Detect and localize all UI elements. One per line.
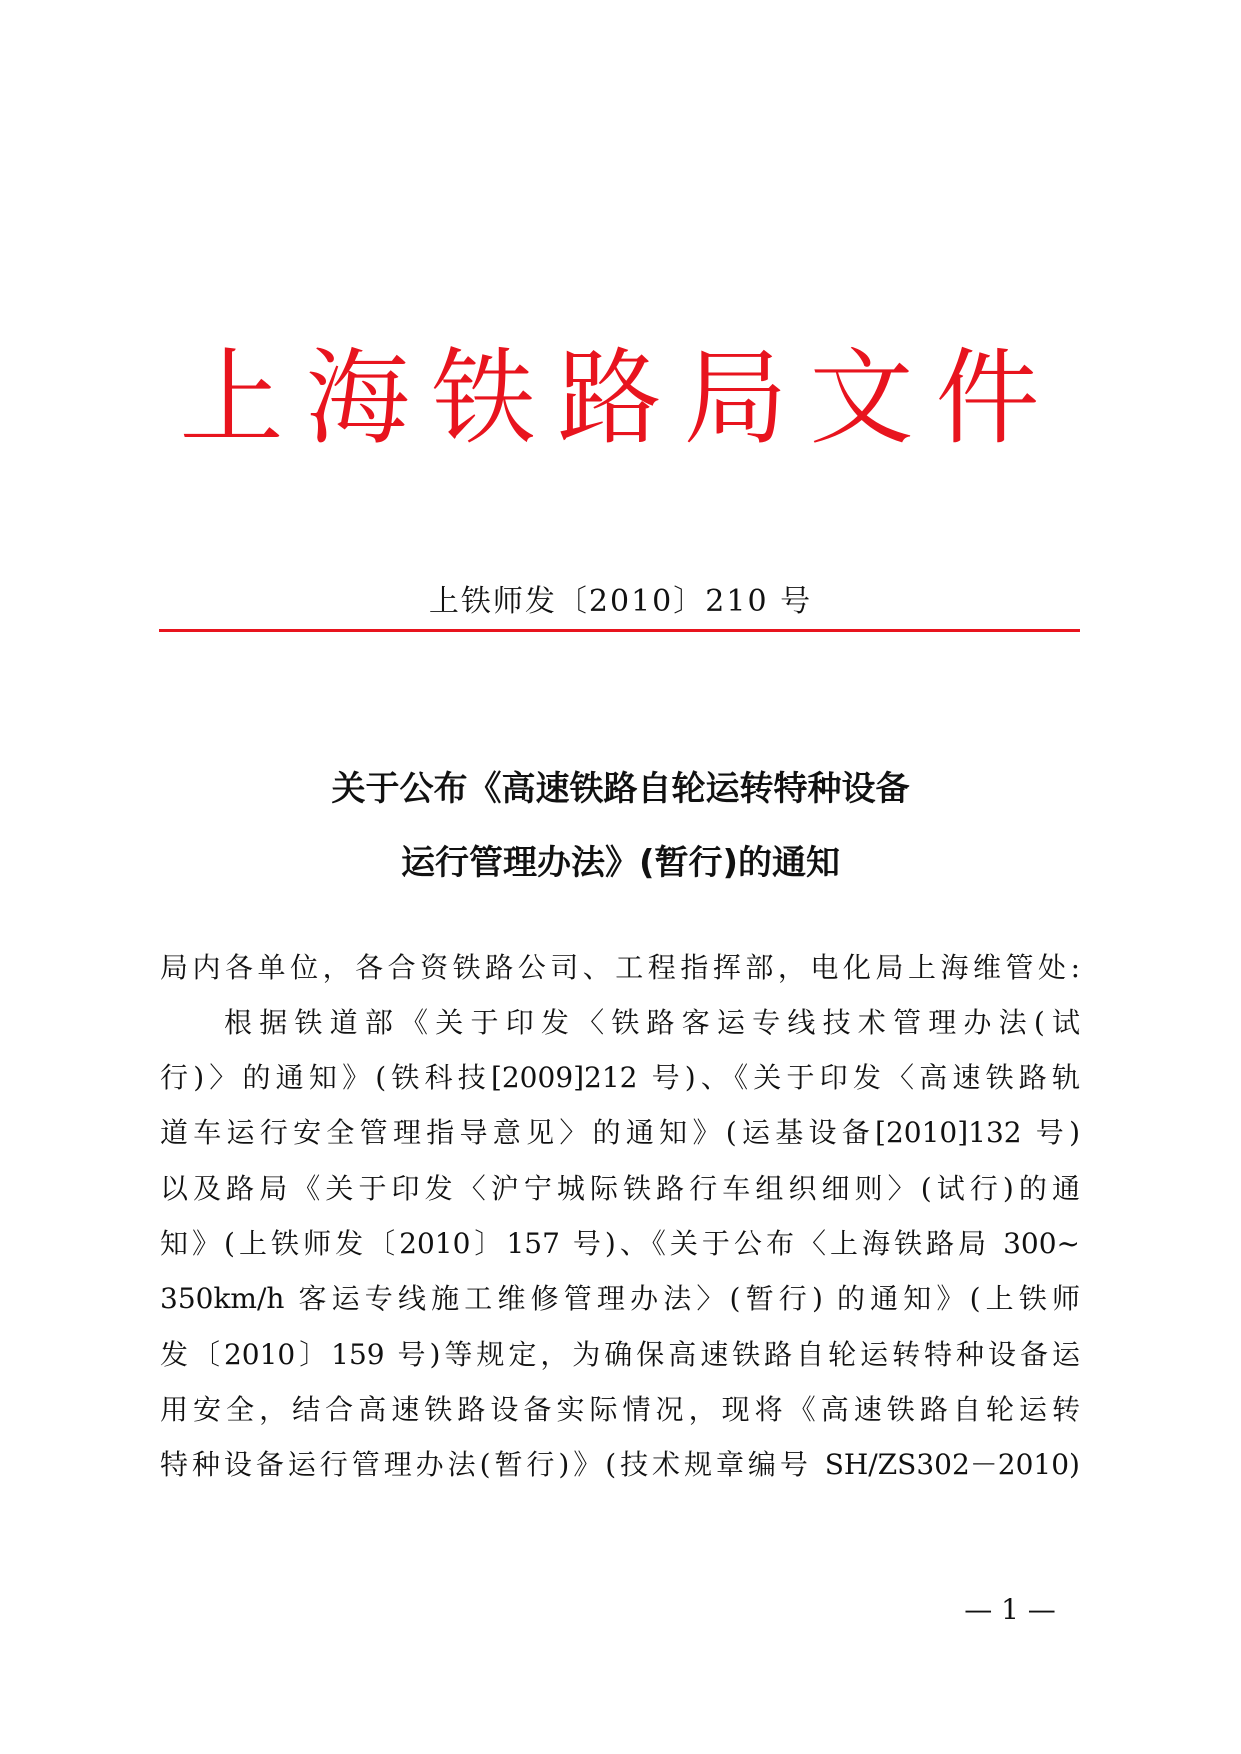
body-line: 根据铁道部《关于印发〈铁路客运专线技术管理办法(试 (224, 1006, 1080, 1039)
body-line: 发〔2010〕159 号)等规定，为确保高速铁路自轮运转特种设备运 (160, 1338, 1080, 1371)
notice-title-line-2: 运行管理办法》(暂行)的通知 (400, 843, 841, 883)
document-masthead: 上海铁路局文件 (179, 337, 1062, 459)
page-number: — 1 — (964, 1593, 1056, 1626)
document-number: 上铁师发〔2010〕210 号 (428, 584, 813, 619)
body-line: 以及路局《关于印发〈沪宁城际铁路行车组织细则〉(试行)的通 (160, 1172, 1080, 1205)
addressee-line: 局内各单位，各合资铁路公司、工程指挥部，电化局上海维管处: (160, 951, 1080, 984)
body-line: 道车运行安全管理指导意见〉的通知》(运基设备[2010]132 号) (160, 1116, 1080, 1149)
body-line: 350km/h 客运专线施工维修管理办法〉(暂行) 的通知》(上铁师 (160, 1282, 1080, 1315)
notice-title-line-1: 关于公布《高速铁路自轮运转特种设备 (331, 769, 910, 809)
body-line: 行)〉的通知》(铁科技[2009]212 号)、《关于印发〈高速铁路轨 (160, 1061, 1080, 1094)
body-line: 知》(上铁师发〔2010〕157 号)、《关于公布〈上海铁路局 300~ (160, 1227, 1080, 1260)
body-line: 特种设备运行管理办法(暂行)》(技术规章编号 SH/ZS302－2010) (160, 1448, 1080, 1481)
red-separator-line (159, 629, 1080, 632)
body-line: 用安全，结合高速铁路设备实际情况，现将《高速铁路自轮运转 (160, 1393, 1080, 1426)
